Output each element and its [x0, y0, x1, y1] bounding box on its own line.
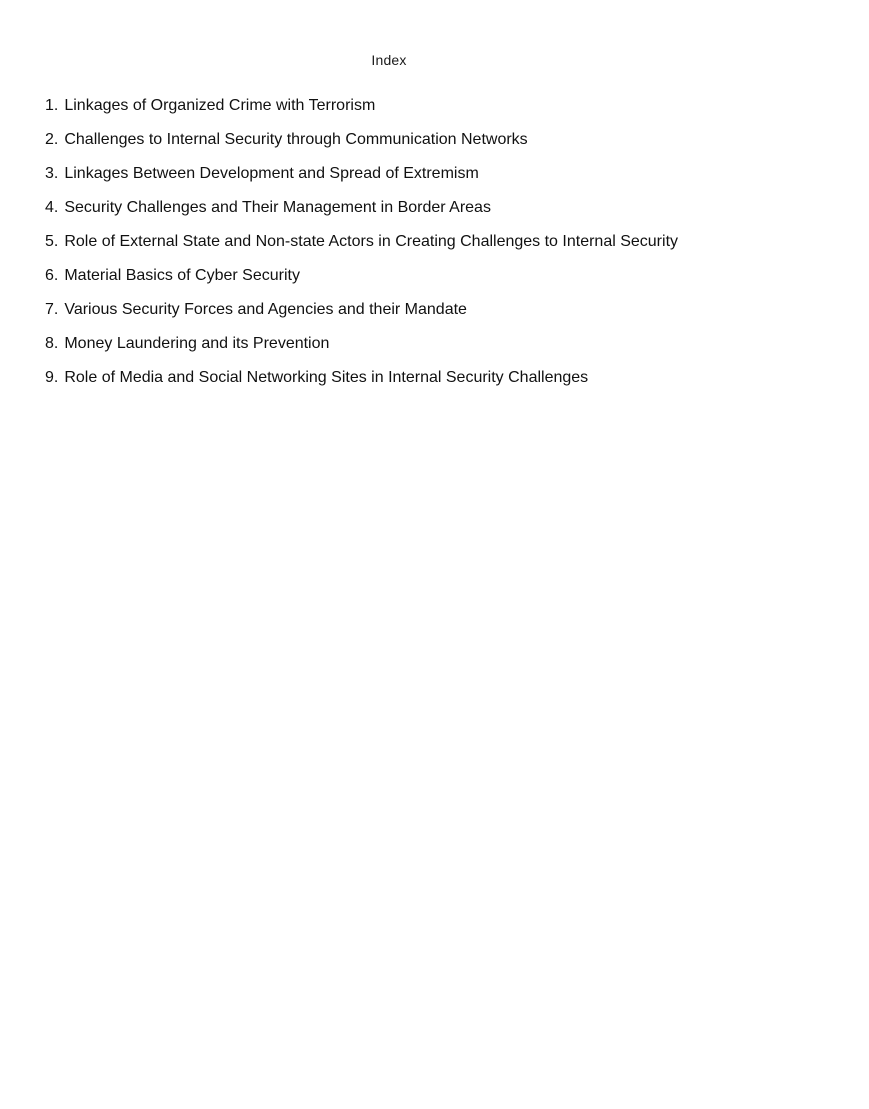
item-label: Linkages Between Development and Spread of Extremism: [64, 165, 479, 182]
item-label: Linkages of Organized Crime with Terrorism: [64, 97, 376, 114]
item-number: 4.: [45, 199, 59, 216]
index-item: [45, 164, 829, 183]
item-number: 9.: [45, 369, 59, 386]
index-item: [45, 334, 829, 353]
item-label: Material Basics of Cyber Security: [64, 267, 300, 284]
index-item: [45, 266, 829, 285]
item-number: 3.: [45, 165, 59, 182]
index-item: [45, 130, 829, 149]
item-label: Role of Media and Social Networking Sites in Internal Security Challenges: [64, 369, 589, 386]
item-number: 7.: [45, 301, 59, 318]
item-number: 2.: [45, 131, 59, 148]
index-item: [45, 232, 829, 251]
item-label: Various Security Forces and Agencies and their Mandate: [64, 301, 467, 318]
item-number: 6.: [45, 267, 59, 284]
item-label: Role of External State and Non-state Actors in Creating Challenges to Internal Security: [64, 233, 679, 250]
item-number: 1.: [45, 97, 59, 114]
item-label: Money Laundering and its Prevention: [64, 335, 330, 352]
item-label: Challenges to Internal Security through Communication Networks: [64, 131, 528, 148]
item-label: Security Challenges and Their Management in Border Areas: [64, 199, 491, 216]
index-item: [45, 300, 829, 319]
item-number: 8.: [45, 335, 59, 352]
item-number: 5.: [45, 233, 59, 250]
index-item: [45, 96, 829, 115]
page-title: Index: [371, 52, 407, 68]
index-item: [45, 198, 829, 217]
index-list: [45, 96, 829, 402]
index-item: [45, 368, 829, 387]
